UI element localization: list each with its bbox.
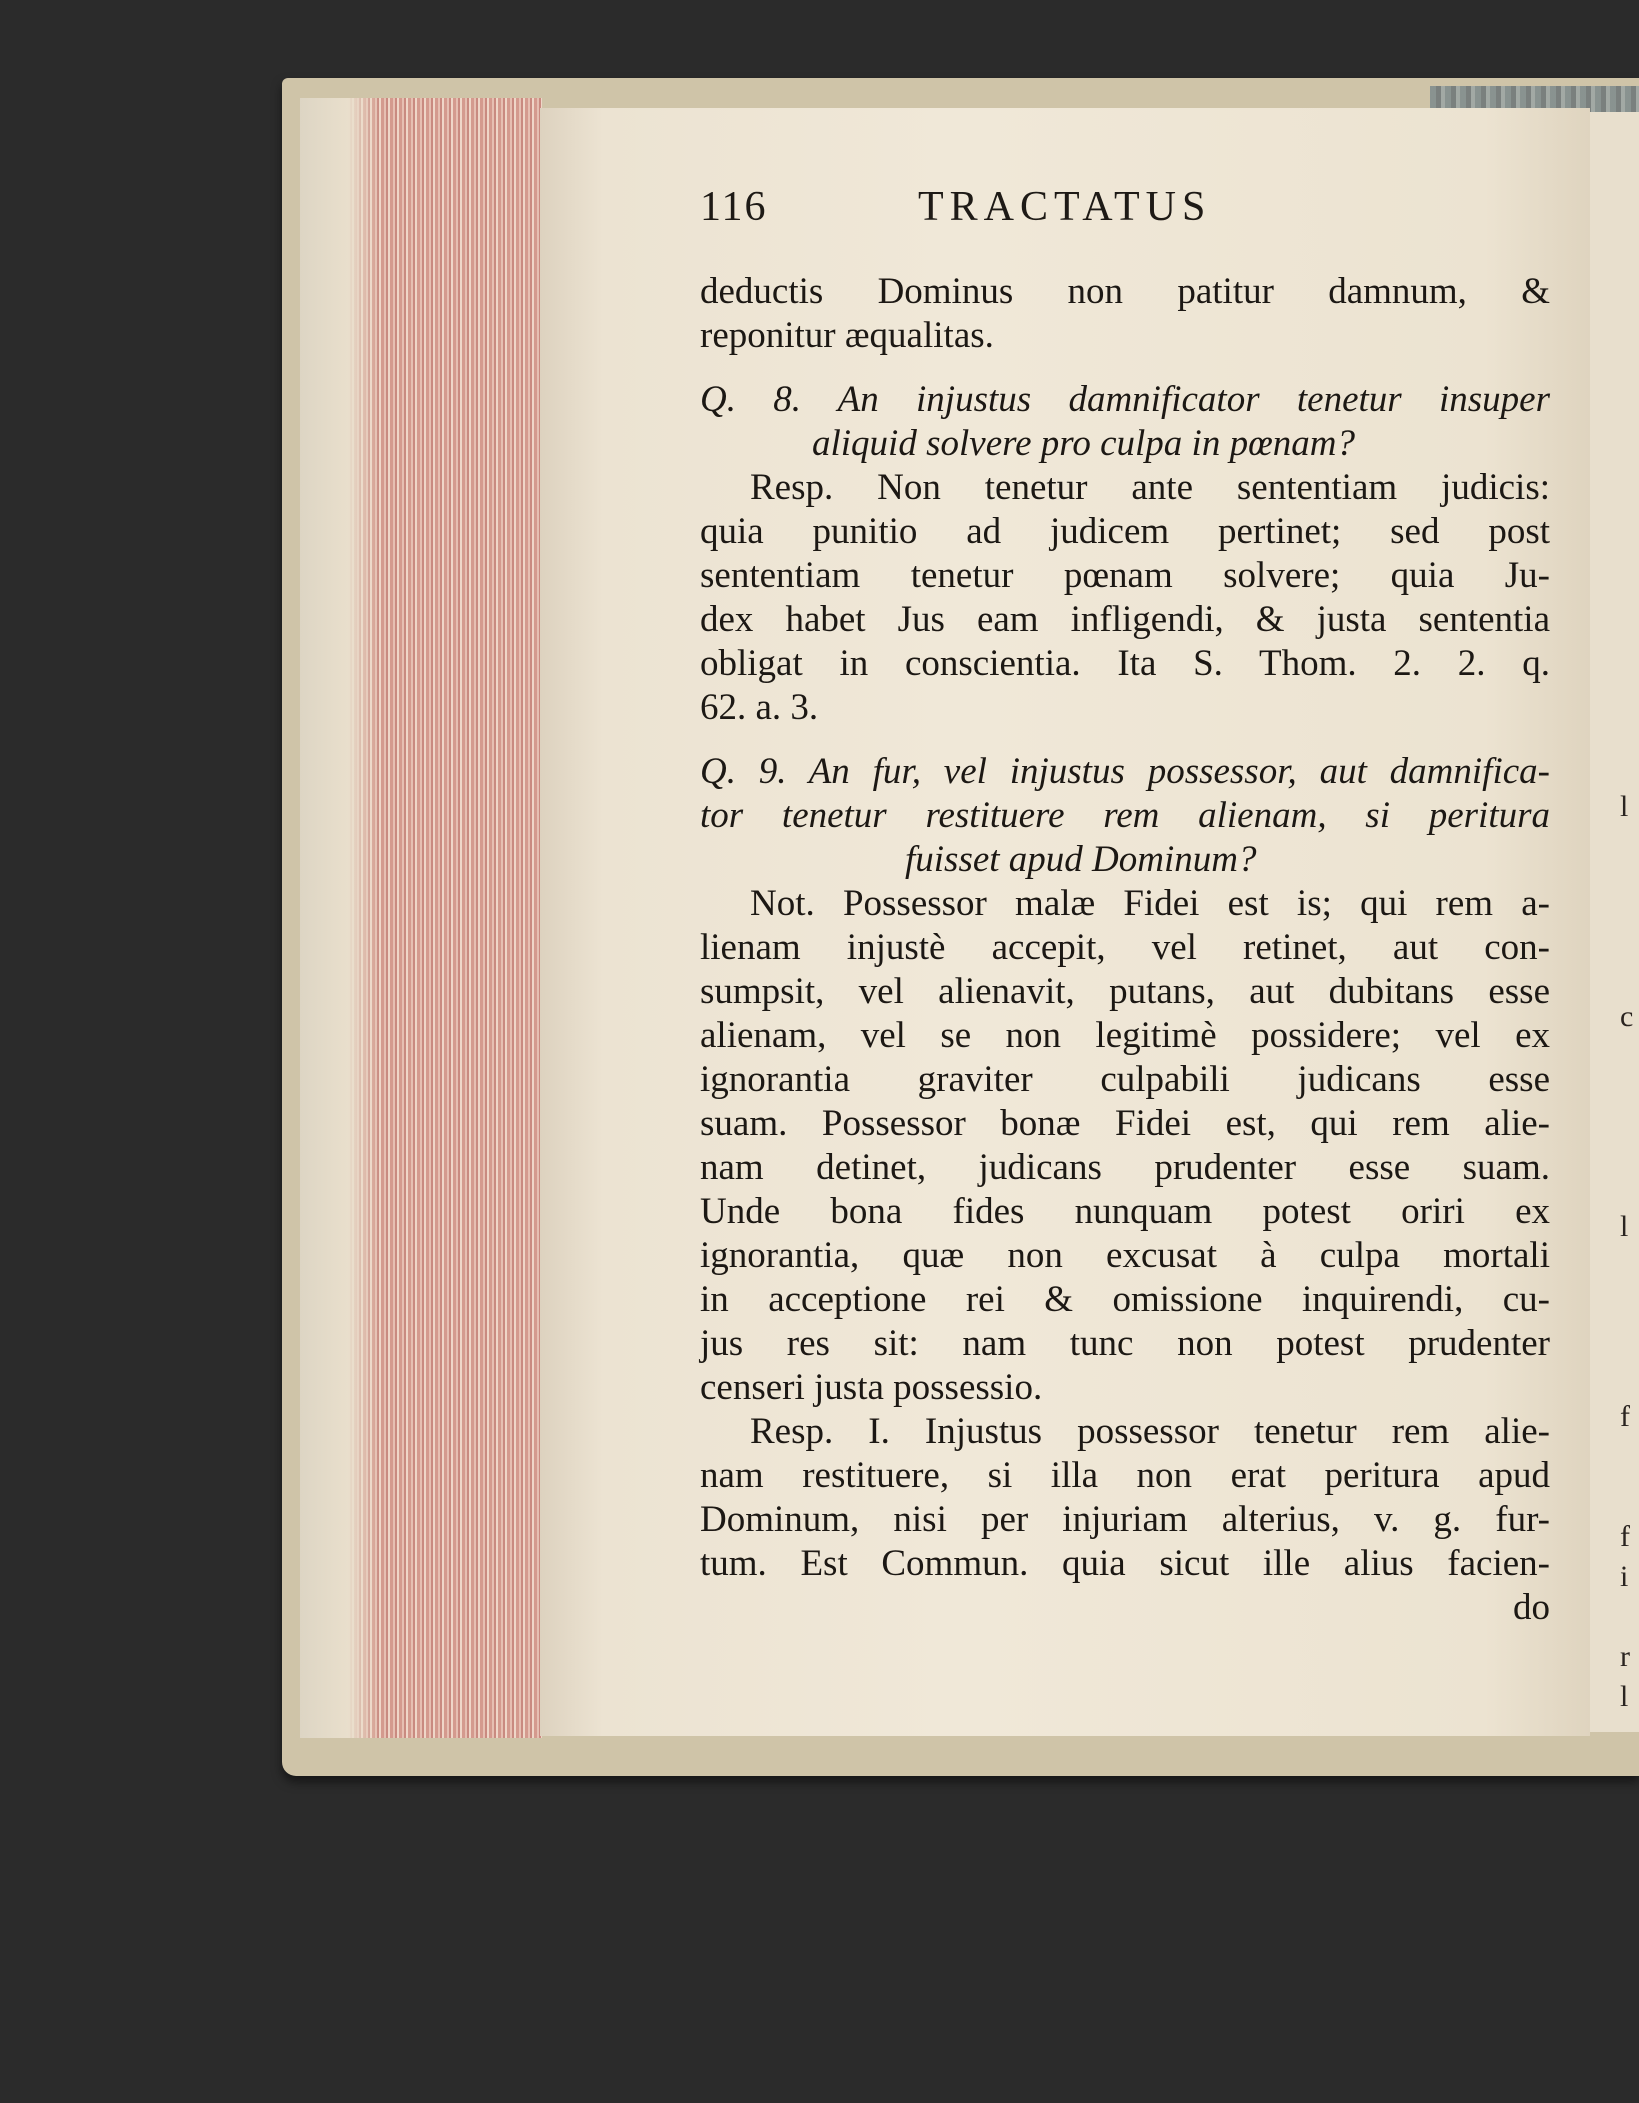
text-line: jus res sit: nam tunc non potest prudenter bbox=[700, 1323, 1550, 1364]
next-page-glyph: f bbox=[1620, 1520, 1630, 1553]
text-line: suam. Possessor bonæ Fidei est, qui rem alie- bbox=[700, 1103, 1550, 1144]
text-line: in acceptione rei & omissione inquirendi, cu- bbox=[700, 1279, 1550, 1320]
text-line: Resp. I. Injustus possessor tenetur rem alie- bbox=[750, 1411, 1550, 1452]
question-line: aliquid solvere pro culpa in pœnam? bbox=[812, 423, 1355, 464]
text-line: Unde bona fides nunquam potest oriri ex bbox=[700, 1191, 1550, 1232]
question-line: Q. 8. An injustus damnificator tenetur insuper bbox=[700, 379, 1550, 420]
next-page-glyph: l bbox=[1620, 1210, 1629, 1243]
question-line: fuisset apud Dominum? bbox=[905, 839, 1257, 880]
body-text bbox=[700, 270, 1550, 1630]
text-line: tum. Est Commun. quia sicut ille alius facien- bbox=[700, 1543, 1550, 1584]
question-line: tor tenetur restituere rem alienam, si peritura bbox=[700, 795, 1550, 836]
next-page-edge bbox=[1590, 112, 1639, 1732]
next-page-glyph: l bbox=[1620, 1680, 1629, 1713]
running-head: TRACTATUS bbox=[918, 184, 1212, 230]
text-line: nam detinet, judicans prudenter esse suam. bbox=[700, 1147, 1550, 1188]
text-line: sumpsit, vel alienavit, putans, aut dubitans esse bbox=[700, 971, 1550, 1012]
text-line: nam restituere, si illa non erat peritura apud bbox=[700, 1455, 1550, 1496]
text-line: censeri justa possessio. bbox=[700, 1367, 1043, 1408]
next-page-glyph: l bbox=[1620, 790, 1629, 823]
page-header bbox=[700, 183, 1560, 233]
page-number: 116 bbox=[700, 184, 768, 230]
text-line: reponitur æqualitas. bbox=[700, 315, 994, 356]
text-line: ignorantia, quæ non excusat à culpa mortali bbox=[700, 1235, 1550, 1276]
text-line: Dominum, nisi per injuriam alterius, v. g. fur- bbox=[700, 1499, 1550, 1540]
text-line: Not. Possessor malæ Fidei est is; qui rem a- bbox=[750, 883, 1550, 924]
text-line: obligat in conscientia. Ita S. Thom. 2. 2. q. bbox=[700, 643, 1550, 684]
text-line: sententiam tenetur pœnam solvere; quia Ju- bbox=[700, 555, 1550, 596]
text-line: 62. a. 3. bbox=[700, 687, 819, 728]
page-edges-shade bbox=[300, 98, 380, 1738]
next-page-glyph: f bbox=[1620, 1400, 1630, 1433]
question-line: Q. 9. An fur, vel injustus possessor, aut damnifica- bbox=[700, 751, 1550, 792]
text-line: Resp. Non tenetur ante sententiam judicis: bbox=[750, 467, 1550, 508]
text-line: alienam, vel se non legitimè possidere; vel ex bbox=[700, 1015, 1550, 1056]
text-line: deductis Dominus non patitur damnum, & bbox=[700, 271, 1550, 312]
text-line: quia punitio ad judicem pertinet; sed post bbox=[700, 511, 1550, 552]
text-line: ignorantia graviter culpabili judicans esse bbox=[700, 1059, 1550, 1100]
catchword: do bbox=[1513, 1587, 1550, 1628]
text-line: dex habet Jus eam infligendi, & justa sententia bbox=[700, 599, 1550, 640]
next-page-glyph: c bbox=[1620, 1000, 1634, 1033]
next-page-glyph: r bbox=[1620, 1640, 1630, 1673]
next-page-glyph: i bbox=[1620, 1560, 1629, 1593]
text-line: lienam injustè accepit, vel retinet, aut con- bbox=[700, 927, 1550, 968]
